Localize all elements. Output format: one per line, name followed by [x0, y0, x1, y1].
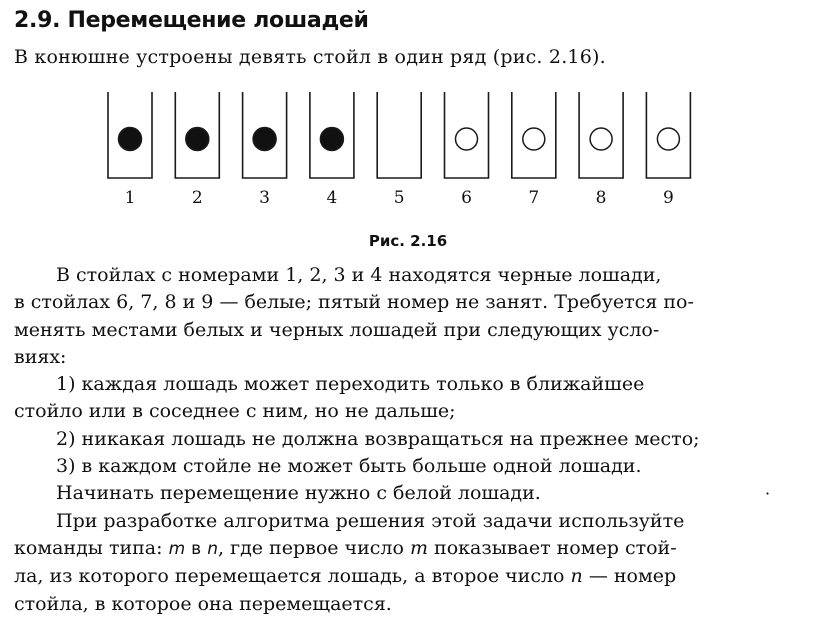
paragraph-line: При разработке алгоритма решения этой задачи используйте [56, 509, 685, 532]
condition-1-line: 1) каждая лошадь может переходить только в ближайшее [56, 373, 645, 396]
stall-number-label: 9 [662, 188, 674, 208]
stall-1 [108, 92, 152, 178]
stall-8 [579, 92, 623, 178]
black-horse [119, 128, 142, 151]
figure-caption: Рис. 2.16 [368, 232, 448, 250]
intro-sentence: В конюшне устроены девять стойл в один ряд (рис. 2.16). [14, 46, 606, 68]
stall-number-label: 4 [326, 188, 338, 208]
paragraph-line: виях: [14, 345, 67, 368]
stall-number-label: 2 [191, 188, 203, 208]
stall-4 [310, 92, 354, 178]
command-n: n [207, 538, 219, 559]
problem-text [14, 262, 790, 618]
stall-3 [243, 92, 287, 178]
white-horse [523, 128, 545, 150]
condition-1-line: стойло или в соседнее с ним, но не дальше; [14, 400, 456, 423]
variable-n: n [570, 565, 583, 588]
white-horse [657, 128, 679, 150]
text-span: , где первое число [218, 536, 410, 559]
stray-mark: · [765, 484, 771, 503]
stall-number-label: 5 [393, 188, 405, 208]
text-span: показывает номер стой- [427, 536, 677, 559]
white-horse [456, 128, 478, 150]
text-span: ла, из которого перемещается лошадь, а второе число [14, 565, 571, 588]
paragraph-line: в стойлах 6, 7, 8 и 9 — белые; пятый номер не занят. Требуется по- [14, 291, 694, 314]
paragraph-line [14, 563, 790, 590]
command-m: m [168, 538, 186, 559]
paragraph-line: В стойлах с номерами 1, 2, 3 и 4 находятся черные лошади, [56, 264, 662, 286]
black-horse [320, 128, 343, 151]
stall-number-label: 3 [259, 188, 270, 208]
stall-9 [646, 92, 690, 178]
stall-number-label: 6 [461, 188, 472, 208]
paragraph-line: стойла, в которое она перемещается. [14, 592, 392, 615]
start-rule: Начинать перемещение нужно с белой лошади. [56, 482, 541, 505]
stall-7 [512, 92, 556, 178]
paragraph-line [14, 535, 790, 563]
black-horse [186, 128, 209, 151]
stall-2 [175, 92, 219, 178]
paragraph-line: менять местами белых и черных лошадей при следующих усло- [14, 318, 660, 341]
variable-m: m [409, 536, 428, 559]
black-horse [253, 128, 276, 151]
stall-number-label: 8 [595, 188, 607, 208]
section-heading: 2.9. Перемещение лошадей [14, 8, 369, 33]
stall-walls [377, 92, 421, 178]
condition-2: 2) никакая лошадь не должна возвращаться на прежнее место; [56, 427, 700, 450]
stall-number-label: 1 [124, 188, 136, 208]
white-horse [590, 128, 612, 150]
command-v: в [191, 538, 202, 559]
condition-3: 3) в каждом стойле не может быть больше одной лошади. [56, 455, 642, 478]
text-span: — номер [582, 565, 677, 588]
text-span: команды типа: [14, 536, 169, 559]
stall-5 [377, 92, 421, 178]
stall-number-label: 7 [528, 188, 540, 208]
stall-6 [445, 92, 489, 178]
